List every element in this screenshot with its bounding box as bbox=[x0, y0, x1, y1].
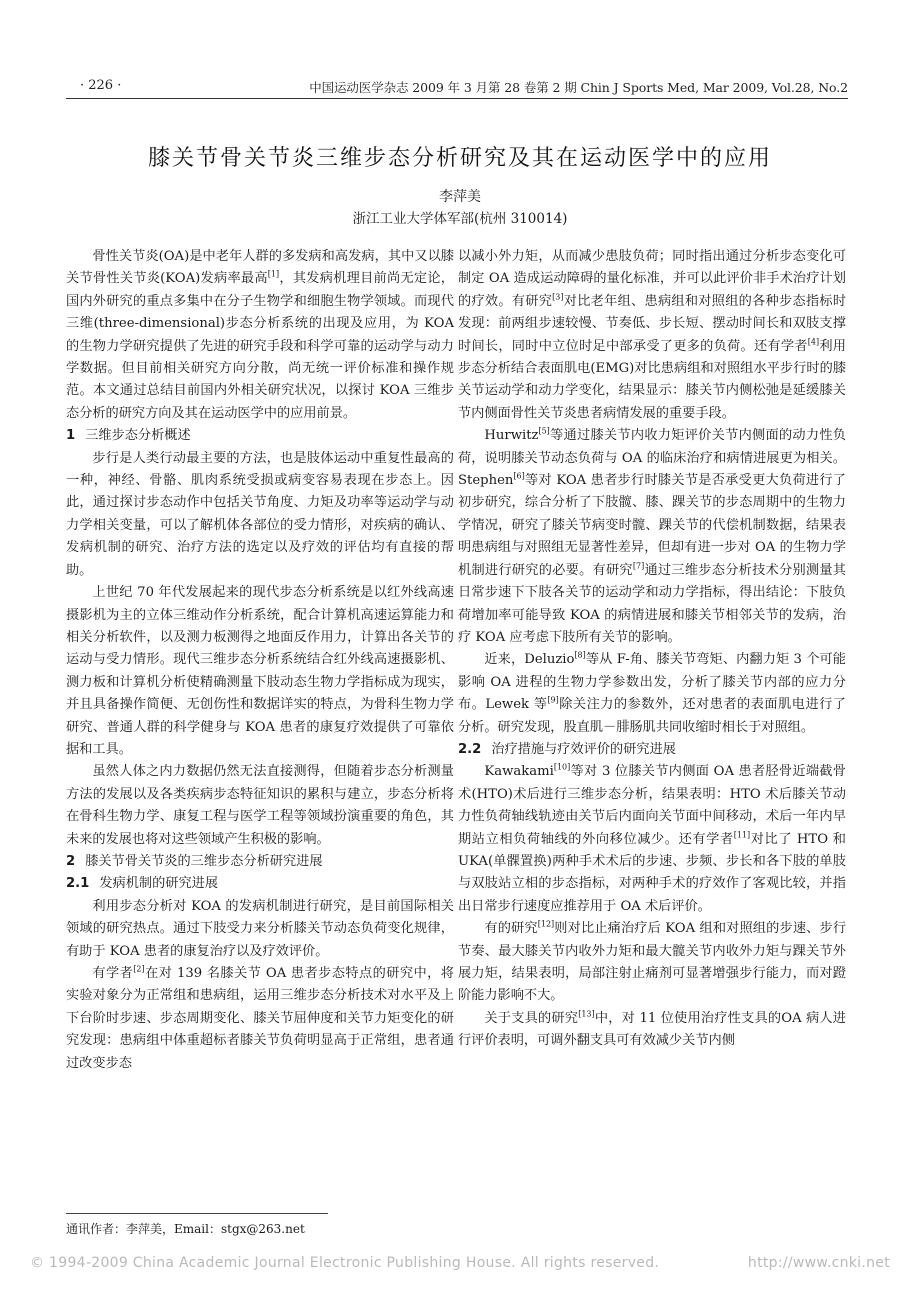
paragraph: 有的研究[12]则对比止痛治疗后 KOA 组和对照组的步速、步行节奏、最大膝关节内收外力矩和最大髋关节内收外力矩与踝关节外展力矩，结果表明，局部注射止痛剂可显著增强步行能力，而对蹬阶能力影响不大。 bbox=[458, 919, 847, 1004]
paragraph: Kawakami[10]等对 3 位膝关节内侧面 OA 患者胫骨近端截骨术(HTO)术后进行三维步态分析，结果表明：HTO 术后膝关节动力性负荷轴线轨迹由关节后内面向关节面中间移动，术后一年内早期站立相负荷轴线的外向移位减少。还有学者[11]对比了 HTO 和 UKA(单髁置换)两种手术术后的步速、步频、步长和各下肢的单肢与双肢站立相的步态指标，对两种手术的疗效作了客观比较，并指出日常步行速度应推荐用于 OA 术后评价。 bbox=[458, 762, 846, 914]
paragraph: 利用步态分析对 KOA 的发病机制进行研究，是目前国际相关领域的研究热点。通过下肢受力来分析膝关节动态负荷变化规律，有助于 KOA 患者的康复治疗以及疗效评价。 bbox=[66, 898, 454, 959]
paragraph: 上世纪 70 年代发展起来的现代步态分析系统是以红外线高速摄影机为主的立体三维动作分析系统，配合计算机高速运算能力和相关分析软件，以及测力板测得之地面反作用力，计算出各关节的运动与受力情形。现代三维步态分析系统结合红外线高速摄影机、测力板和计算机分析使精确测量下肢动态生物力学指标成为现实，并且具备操作简便、无创伤性和数据详实的特点，为骨科生物力学研究、普通人群的科学健身与 KOA 患者的康复疗效提供了可靠依据和工具。 bbox=[66, 585, 454, 757]
article-title: 膝关节骨关节炎三维步态分析研究及其在运动医学中的应用 bbox=[147, 146, 772, 171]
journal-header: 中国运动医学杂志 2009 年 3 月第 28 卷第 2 期 Chin J Sports Med, Mar 2009, Vol.28, No.2 bbox=[309, 80, 848, 95]
section-heading: 2 膝关节骨关节炎的三维步态分析研究进展 bbox=[66, 853, 323, 869]
subsection-heading: 2.1 发病机制的研究进展 bbox=[66, 876, 219, 892]
copyright-text: © 1994-2009 China Academic Journal Electronic Publishing House. All rights reserved. bbox=[30, 1255, 660, 1271]
paragraph: 步行是人类行动最主要的方法，也是肢体运动中重复性最高的一种，神经、骨骼、肌肉系统受损或病变容易表现在步态上。因此，通过探讨步态动作中包括关节角度、力矩及功率等运动学与动力学相关变量，可以了解机体各部位的受力情形，对疾病的确认、发病机制的研究、治疗方法的选定以及疗效的评估均有直接的帮助。 bbox=[66, 450, 454, 578]
author: 李萍美 bbox=[439, 189, 481, 205]
subsection-heading: 2.2 治疗措施与疗效评价的研究进展 bbox=[458, 741, 676, 757]
affiliation: 浙江工业大学体军部(杭州 310014) bbox=[352, 211, 568, 227]
header-rule bbox=[66, 98, 848, 99]
page-number: · 226 · bbox=[80, 78, 122, 93]
left-column bbox=[66, 246, 454, 1075]
footnote-rule bbox=[66, 1213, 328, 1214]
paragraph: Hurwitz[5]等通过膝关节内收力矩评价关节内侧面的动力性负荷，说明膝关节动态负荷与 OA 的临床治疗和病情进展更为相关。Stephen[6]等对 KOA 患者步行时膝关节是否承受更大负荷进行了初步研究，综合分析了下肢髋、膝、踝关节的步态周期中的生物力学情况，研究了膝关节病变时髋、踝关节的代偿机制数据，结果表明患病组与对照组无显著性差异，但却有进一步对 OA 的生物力学机制进行研究的必要。有研究[7]通过三维步态分析技术分别测量其日常步速下下肢各关节的运动学和动力学指标，得出结论：下肢负荷增加率可能导致 KOA 的病情进展和膝关节相邻关节的发病，治疗 KOA 应考虑下肢所有关节的影响。 bbox=[458, 426, 846, 645]
paragraph: 虽然人体之内力数据仍然无法直接测得，但随着步态分析测量方法的发展以及各类疾病步态特征知识的累积与建立，步态分析将在骨科生物力学、康复工程与医学工程等领域扮演重要的角色，其未来的发展也将对这些领域产生积极的影响。 bbox=[66, 764, 454, 847]
paragraph: 关于支具的研究[13]中，对 11 位使用治疗性支具的OA 病人进行评价表明，可调外翻支具可有效减少关节内侧 bbox=[458, 1009, 846, 1049]
paragraph: 以减小外力矩，从而减少患肢负荷；同时指出通过分析步态变化可制定 OA 造成运动障碍的量化标准，并可以此评价非手术治疗计划的疗效。有研究[3]对比老年组、患病组和对照组的各种步态指标时发现：前两组步速较慢、节奏低、步长短、摆动时间长和双肢支撑时间长，同时中立位时足中部承受了更多的负荷。还有学者[4]利用步态分析结合表面肌电(EMG)对比患病组和对照组水平步行时的膝关节运动学和动力学变化，结果显示：膝关节内侧松弛是延缓膝关节内侧面骨性关节炎患者病情发展的重要手段。 bbox=[458, 249, 847, 421]
cnki-url: http://www.cnki.net bbox=[747, 1255, 890, 1271]
right-column bbox=[458, 246, 846, 1053]
copyright-watermark bbox=[30, 1255, 890, 1271]
section-heading: 1 三维步态分析概述 bbox=[66, 428, 191, 444]
footnote: 通讯作者：李萍美，Email：stgx@263.net bbox=[66, 1222, 305, 1236]
paragraph: 骨性关节炎(OA)是中老年人群的多发病和高发病，其中又以膝关节骨性关节炎(KOA)发病率最高[1]，其发病机理目前尚无定论，国内外研究的重点多集中在分子生物学和细胞生物学领域。而现代三维(three-dimensional)步态分析系统的出现及应用，为 KOA 的生物力学研究提供了先进的研究手段和科学可靠的运动学与动力学数据。但目前相关研究方向分散，尚无统一评价标准和操作规范。本文通过总结目前国内外相关研究状况，以探讨 KOA 三维步态分析的研究方向及其在运动医学中的应用前景。 bbox=[66, 249, 454, 421]
paragraph: 近来，Deluzio[8]等从 F-角、膝关节弯矩、内翻力矩 3 个可能影响 OA 进程的生物力学参数出发，分析了膝关节内部的应力分布。Lewek 等[9]除关注力的参数外，还对患者的表面肌电进行了分析。研究发现，股直肌－腓肠肌共同收缩时相长于对照组。 bbox=[458, 650, 846, 735]
paragraph: 有学者[2]在对 139 名膝关节 OA 患者步态特点的研究中，将实验对象分为正常组和患病组，运用三维步态分析技术对水平及上下台阶时步速、步态周期变化、膝关节屈伸度和关节力矩变化的研究发现：患病组中体重超标者膝关节负荷明显高于正常组，患者通过改变步态 bbox=[66, 964, 454, 1071]
